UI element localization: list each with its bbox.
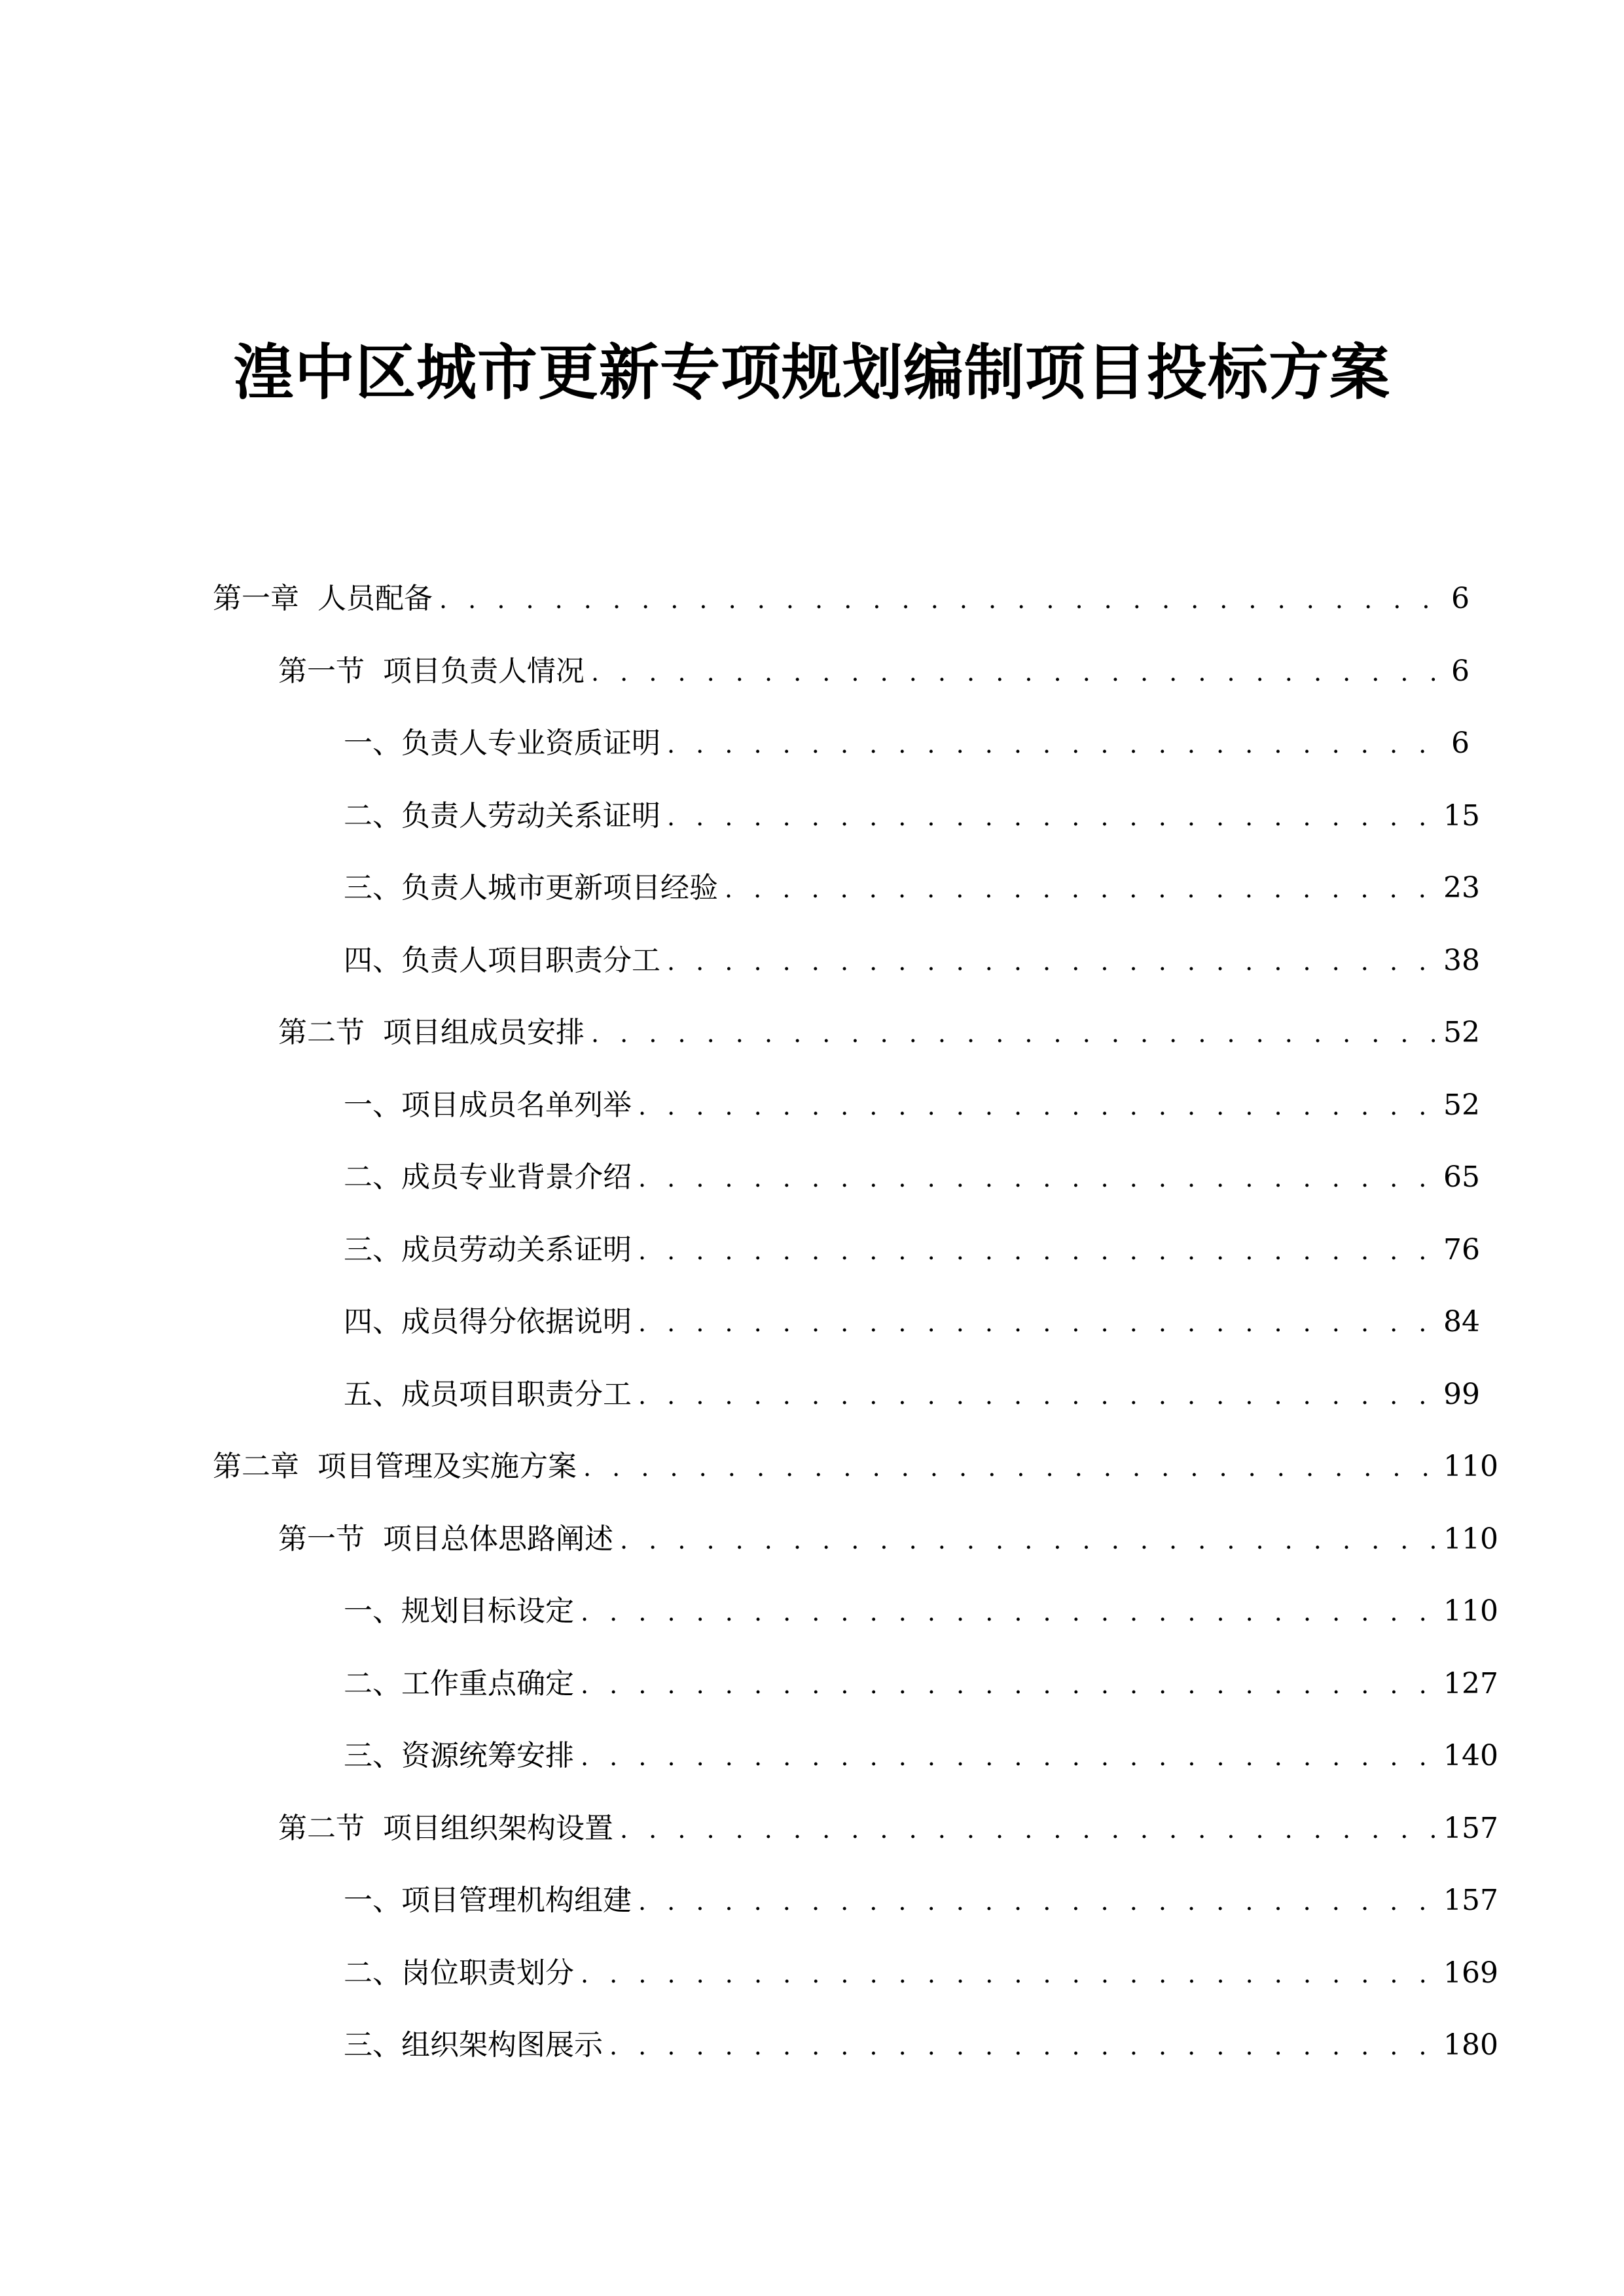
toc-subsection-entry[interactable] [0,1582,1624,1641]
toc-page-number: 110 [1443,1594,1498,1628]
toc-subsection-entry[interactable] [0,1221,1624,1280]
toc-subsection-entry[interactable] [0,1293,1624,1352]
toc-page-number: 140 [1443,1739,1498,1772]
toc-dot-leader [581,1945,1435,2003]
toc-entry-label: 负责人专业资质证明 [401,726,660,760]
toc-page-number: 110 [1443,1450,1498,1483]
toc-entry-label: 负责人项目职责分工 [401,943,660,977]
toc-entry-number: 第二节 [278,1811,365,1845]
toc-page-number: 99 [1443,1377,1480,1411]
toc-entry-number: 第一节 [278,654,365,688]
toc-page-number: 127 [1443,1666,1498,1700]
document-title: 湟中区城市更新专项规划编制项目投标方案 [233,338,1390,408]
toc-dot-leader [591,1004,1435,1063]
toc-entry-number: 二、 [344,1956,401,1990]
toc-entry-label: 项目管理及实施方案 [317,1450,577,1483]
toc-entry-number: 五、 [344,1377,401,1411]
toc-subsection-entry[interactable] [0,1148,1624,1207]
toc-entry-label: 项目成员名单列举 [401,1088,632,1122]
toc-entry-number: 第二章 [213,1450,299,1483]
toc-entry-number: 第一章 [213,582,299,615]
toc-dot-leader [581,1655,1435,1714]
toc-page-number: 65 [1443,1160,1480,1194]
toc-entry-label: 项目组织架构设置 [383,1811,613,1845]
toc-page-number: 157 [1443,1811,1498,1845]
toc-page-number: 6 [1451,726,1470,760]
toc-dot-leader [667,715,1435,774]
toc-dot-leader [638,1077,1435,1136]
toc-entry-number: 三、 [344,1232,401,1266]
toc-entry-number: 第二节 [278,1016,365,1049]
toc-entry-label: 规划目标设定 [401,1594,574,1628]
toc-dot-leader [620,1511,1435,1570]
toc-entry-number: 一、 [344,726,401,760]
toc-dot-leader [638,1149,1435,1208]
toc-subsection-entry[interactable] [0,2016,1624,2075]
toc-section-entry[interactable] [0,1510,1624,1569]
toc-entry-number: 一、 [344,1088,401,1122]
toc-subsection-entry[interactable] [0,1944,1624,2003]
toc-dot-leader [667,932,1435,991]
toc-entry-number: 三、 [344,2028,401,2062]
toc-entry-number: 三、 [344,1739,401,1772]
toc-entry-label: 岗位职责划分 [401,1956,574,1990]
toc-section-entry[interactable] [0,1799,1624,1858]
toc-page-number: 6 [1451,654,1470,688]
toc-dot-leader [638,1872,1435,1931]
toc-entry-number: 四、 [344,1305,401,1338]
toc-dot-leader [583,1438,1435,1497]
toc-page-number: 110 [1443,1522,1498,1556]
toc-page-number: 76 [1443,1232,1480,1266]
toc-entry-label: 负责人城市更新项目经验 [401,871,718,905]
toc-entry-label: 工作重点确定 [401,1666,574,1700]
toc-subsection-entry[interactable] [0,1655,1624,1713]
toc-entry-label: 项目组成员安排 [383,1016,585,1049]
toc-page-number: 180 [1443,2028,1498,2062]
toc-subsection-entry[interactable] [0,1076,1624,1135]
toc-dot-leader [439,570,1435,629]
toc-dot-leader [581,1583,1435,1641]
toc-entry-label: 项目管理机构组建 [401,1884,632,1917]
toc-dot-leader [638,1221,1435,1280]
toc-dot-leader [638,1293,1435,1352]
toc-dot-leader [581,1727,1435,1786]
toc-entry-number: 四、 [344,943,401,977]
toc-page-number: 52 [1443,1016,1480,1049]
toc-entry-number: 一、 [344,1884,401,1917]
toc-page-number: 84 [1443,1305,1480,1338]
toc-entry-number: 二、 [344,1666,401,1700]
toc-entry-number: 二、 [344,1160,401,1194]
toc-entry-number: 三、 [344,871,401,905]
toc-page-number: 6 [1451,582,1470,615]
toc-entry-label: 成员得分依据说明 [401,1305,632,1338]
toc-entry-label: 成员专业背景介绍 [401,1160,632,1194]
toc-dot-leader [638,1366,1435,1425]
toc-entry-label: 成员劳动关系证明 [401,1232,632,1266]
toc-entry-label: 项目负责人情况 [383,654,585,688]
toc-subsection-entry[interactable] [0,787,1624,846]
toc-entry-label: 负责人劳动关系证明 [401,798,660,833]
toc-chapter-entry[interactable] [0,1437,1624,1496]
toc-section-entry[interactable] [0,642,1624,701]
toc-entry-label: 资源统筹安排 [401,1739,574,1772]
toc-entry-label: 组织架构图展示 [401,2028,603,2062]
toc-dot-leader [591,643,1435,702]
toc-entry-number: 一、 [344,1594,401,1628]
toc-entry-label: 成员项目职责分工 [401,1377,632,1411]
toc-page-number: 157 [1443,1884,1498,1917]
toc-page-number: 38 [1443,943,1480,977]
toc-subsection-entry[interactable] [0,714,1624,773]
toc-subsection-entry[interactable] [0,1365,1624,1424]
toc-dot-leader [620,1800,1435,1859]
toc-subsection-entry[interactable] [0,859,1624,918]
toc-subsection-entry[interactable] [0,1871,1624,1930]
toc-page-number: 169 [1443,1956,1498,1990]
toc-dot-leader [609,2017,1435,2075]
toc-page-number: 23 [1443,871,1480,905]
toc-entry-number: 第一节 [278,1522,365,1556]
toc-entry-number: 二、 [344,798,401,833]
toc-subsection-entry[interactable] [0,1727,1624,1785]
toc-dot-leader [725,859,1435,918]
toc-chapter-entry[interactable] [0,569,1624,628]
toc-page-number: 52 [1443,1088,1480,1122]
toc-section-entry[interactable] [0,1003,1624,1062]
toc-subsection-entry[interactable] [0,931,1624,990]
toc-page-number: 15 [1443,798,1480,833]
toc-dot-leader [667,787,1435,846]
toc-entry-label: 项目总体思路阐述 [383,1522,613,1556]
toc-entry-label: 人员配备 [317,582,433,615]
